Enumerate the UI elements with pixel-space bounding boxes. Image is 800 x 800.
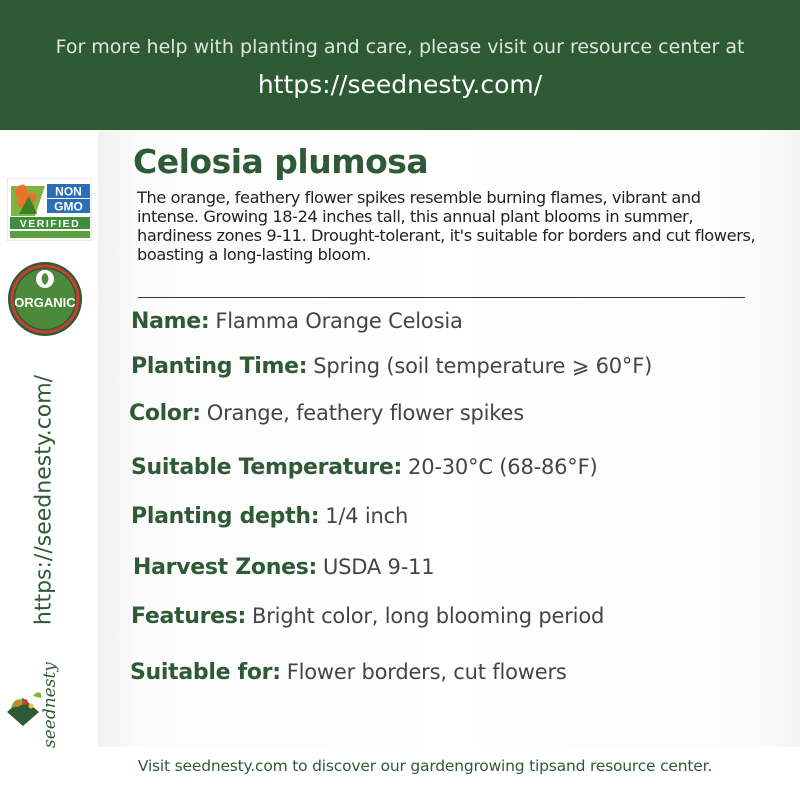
spec-value: Bright color, long blooming period — [252, 604, 605, 628]
spec-value: 20-30°C (68-86°F) — [408, 455, 598, 479]
spec-label: Suitable Temperature: — [131, 455, 403, 480]
spec-value: USDA 9-11 — [322, 555, 435, 579]
logo-wordmark: seednesty — [40, 662, 60, 748]
non-gmo-verified-badge — [7, 178, 92, 241]
spec-row-harvest-zones — [133, 555, 434, 580]
verified-label: VERIFIED — [19, 218, 81, 230]
spec-row-name — [131, 309, 463, 334]
spec-value: Spring (soil temperature ⩾ 60°F) — [313, 354, 653, 378]
spec-value: Orange, feathery flower spikes — [206, 401, 524, 425]
spec-value: 1/4 inch — [325, 504, 409, 528]
product-title: Celosia plumosa — [133, 142, 429, 181]
spec-label: Name: — [131, 309, 210, 334]
spec-row-temperature — [131, 455, 597, 480]
top-banner — [0, 0, 800, 130]
spec-value: Flower borders, cut flowers — [286, 660, 567, 684]
seednesty-logo — [3, 660, 73, 750]
spec-row-color — [129, 401, 524, 426]
spec-label: Features: — [131, 604, 247, 629]
gmo-label: GMO — [54, 199, 83, 214]
banner-help-text: For more help with planting and care, please visit our resource center at — [55, 36, 745, 58]
product-description: The orange, feathery flower spikes resemble burning flames, vibrant and intense. Growing 18-24 inches tall, this annual plant blooms in summer, hardiness zones 9-11. Drought-tolerant, it's suitable for borders and cut flowers, boasting a long-lasting bloom. — [137, 188, 756, 264]
spec-row-features — [131, 604, 604, 629]
organic-label: ORGANIC — [14, 295, 76, 310]
non-label: NON — [55, 184, 82, 199]
spec-label: Planting depth: — [131, 504, 320, 529]
vertical-url-link[interactable]: https://seednesty.com/ — [31, 374, 57, 626]
divider — [138, 297, 745, 298]
spec-label: Suitable for: — [130, 660, 281, 685]
spec-label: Planting Time: — [131, 354, 308, 379]
spec-row-planting-depth — [131, 504, 408, 529]
spec-row-planting-time — [131, 354, 652, 379]
spec-row-suitable-for — [130, 660, 567, 685]
banner-url-link[interactable]: https://seednesty.com/ — [257, 70, 543, 99]
organic-badge — [7, 261, 83, 337]
spec-value: Flamma Orange Celosia — [215, 309, 463, 333]
spec-label: Harvest Zones: — [133, 555, 317, 580]
spec-label: Color: — [129, 401, 201, 426]
footer-note: Visit seednesty.com to discover our gardengrowing tipsand resource center. — [137, 757, 713, 775]
